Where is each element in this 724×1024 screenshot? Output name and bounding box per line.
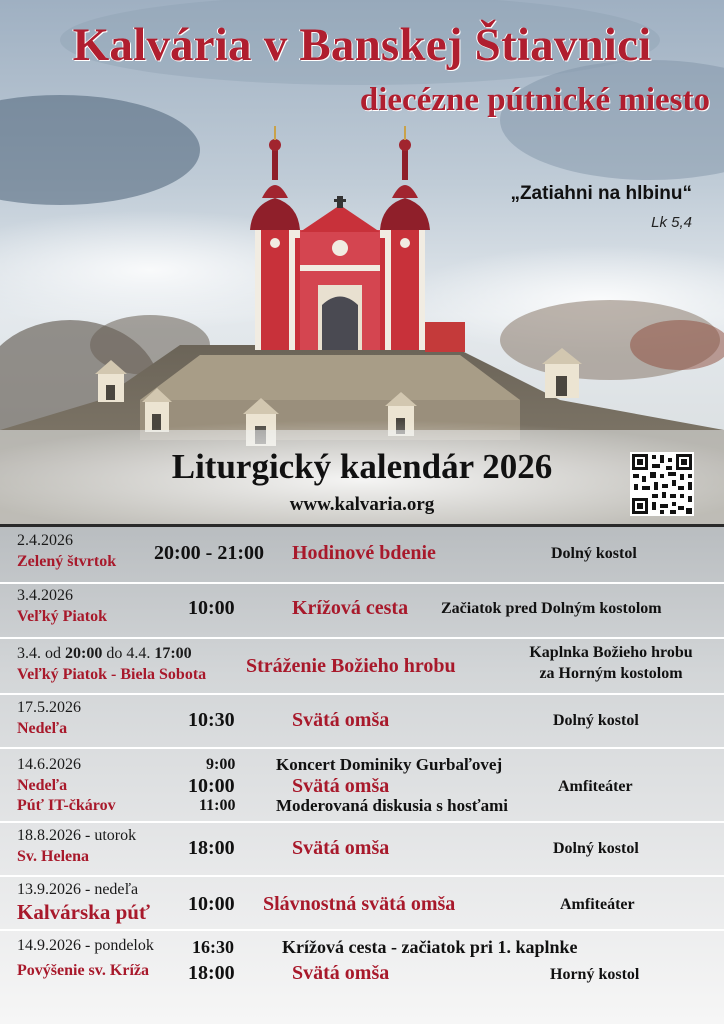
event-time: 10:00 (188, 893, 235, 915)
event-row (0, 695, 724, 747)
event-day-secondary: Púť IT-čkárov (17, 797, 116, 814)
event-time: 20:00 - 21:00 (154, 542, 264, 564)
event-title: Hodinové bdenie (292, 542, 436, 564)
event-place: Začiatok pred Dolným kostolom (441, 600, 662, 617)
event-day: Povýšenie sv. Kríža (17, 962, 149, 979)
event-schedule (0, 527, 724, 1024)
event-day: Nedeľa (17, 777, 68, 794)
event-title: Svätá omša (292, 837, 390, 859)
event-title: Svätá omša (292, 775, 390, 797)
event-title: Stráženie Božieho hrobu (246, 655, 456, 677)
event-date: 17.5.2026 (17, 699, 81, 716)
event-time: 16:30 (192, 937, 234, 957)
event-day: Veľký Piatok - Biela Sobota (17, 666, 207, 683)
event-date: 2.4.2026 (17, 532, 73, 549)
event-time: 9:00 (206, 756, 236, 773)
event-place: Dolný kostol (553, 712, 639, 729)
bible-quote-reference: Lk 5,4 (651, 214, 692, 231)
page-title: Kalvária v Banskej Štiavnici (72, 19, 652, 71)
event-row (0, 639, 724, 693)
event-title: Slávnostná svätá omša (263, 893, 456, 915)
event-row (0, 749, 724, 821)
event-row (0, 823, 724, 875)
event-title: Svätá omša (292, 709, 390, 731)
event-title: Moderovaná diskusia s hosťami (276, 796, 508, 815)
event-day: Nedeľa (17, 720, 68, 737)
event-row (0, 877, 724, 929)
event-place: Amfiteáter (558, 778, 633, 795)
event-day: Veľký Piatok (17, 608, 108, 625)
event-place: Dolný kostol (551, 545, 637, 562)
event-time: 10:00 (188, 597, 235, 619)
event-day: Kalvárska púť (17, 900, 150, 924)
qr-code-icon[interactable] (630, 452, 694, 516)
event-time: 11:00 (199, 797, 236, 814)
event-place: Horný kostol (550, 966, 640, 983)
event-row (0, 931, 724, 1001)
bible-quote: „Zatiahni na hlbinu“ (510, 183, 692, 204)
event-title: Krížová cesta - začiatok pri 1. kaplnke (282, 937, 578, 957)
event-place: Kaplnka Božieho hrobu (529, 644, 693, 661)
website-link[interactable]: www.kalvaria.org (289, 494, 435, 515)
event-time: 18:00 (188, 962, 235, 984)
event-date: 3.4. od 20:00 do 4.4. 17:00 (17, 645, 192, 662)
event-place-line2: za Horným kostolom (539, 665, 683, 682)
calendar-title: Liturgický kalendár 2026 (171, 447, 553, 486)
page-subtitle: diecézne pútnické miesto (359, 82, 710, 118)
event-date: 14.6.2026 (17, 756, 81, 773)
event-title: Krížová cesta (292, 597, 409, 619)
event-title: Svätá omša (292, 962, 390, 984)
event-time: 18:00 (188, 837, 235, 859)
event-date: 14.9.2026 - pondelok (17, 937, 154, 954)
event-row (0, 527, 724, 582)
event-date: 18.8.2026 - utorok (17, 827, 137, 844)
event-place: Dolný kostol (553, 840, 639, 857)
event-place: Amfiteáter (560, 896, 635, 913)
event-date: 3.4.2026 (17, 587, 73, 604)
event-title: Koncert Dominiky Gurbaľovej (276, 755, 503, 774)
event-row (0, 584, 724, 637)
event-time: 10:00 (188, 775, 235, 797)
event-time: 10:30 (188, 709, 235, 731)
event-day: Zelený štvrtok (17, 553, 117, 570)
event-day: Sv. Helena (17, 848, 90, 865)
event-date: 13.9.2026 - nedeľa (17, 881, 139, 898)
